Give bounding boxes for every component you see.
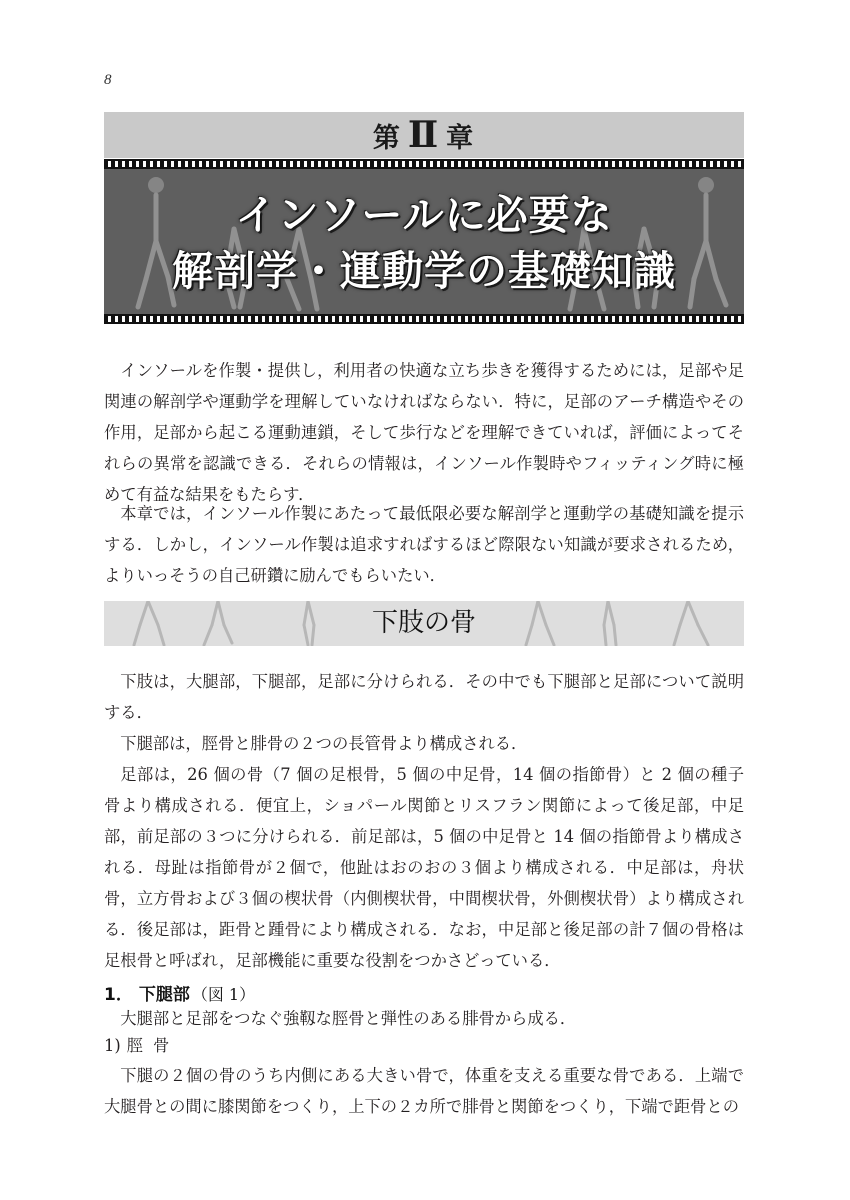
subsection-number: 1． <box>104 985 133 1005</box>
body-paragraph: 下肢は，大腿部，下腿部，足部に分けられる．その中でも下腿部と足部について説明する． <box>104 672 744 722</box>
section-title: 下肢の骨 <box>371 608 476 638</box>
chapter-label <box>104 112 744 158</box>
chapter-label-suffix: 章 <box>446 122 476 154</box>
chapter-header <box>104 112 744 324</box>
page-number: 8 <box>104 72 112 88</box>
item-heading <box>104 1033 179 1059</box>
body-paragraph: 下腿部は，脛骨と腓骨の２つの長管骨より構成される． <box>120 734 528 753</box>
item-paragraph: 下腿の２個の骨のうち内側にある大きい骨で，体重を支える重要な骨である．上端で大腿骨との間に膝関節をつくり，上下の２カ所で腓骨と関節をつくり，下端で距骨との <box>104 1066 744 1116</box>
chapter-number: Ⅱ <box>407 114 441 156</box>
chapter-title-band <box>104 169 744 314</box>
item-number: 1) <box>104 1036 121 1055</box>
item-title: 脛骨 <box>126 1036 180 1055</box>
chapter-title <box>104 187 744 299</box>
intro-paragraph: インソールを作製・提供し，利用者の快適な立ち歩きを獲得するためには，足部や足関連の解剖学や運動学を理解していなければならない．特に，足部のアーチ構造やその作用，足部から起こる運動連鎖，そして歩行などを理解できていれば，評価によってそれらの異常を認識できる．それらの情報は，インソール作製時やフィッティング時に極めて有益な結果をもたらす． <box>104 361 744 504</box>
subsection-lead: 大腿部と足部をつなぐ強靱な脛骨と弾性のある腓骨から成る． <box>120 1009 577 1028</box>
chapter-label-prefix: 第 <box>372 122 402 154</box>
chapter-title-line-2: 解剖学・運動学の基礎知識 <box>172 247 676 295</box>
chapter-title-line-1: インソールに必要な <box>235 191 613 239</box>
section-header <box>104 601 744 646</box>
film-strip-top <box>104 159 744 169</box>
intro-paragraph: 本章では，インソール作製にあたって最低限必要な解剖学と運動学の基礎知識を提示する．しかし，インソール作製は追求すればするほど際限ない知識が要求されるため，よりいっそうの自己研鑽に励んでもらいたい． <box>104 504 744 585</box>
body-paragraph: 足部は，26 個の骨（7 個の足根骨，5 個の中足骨，14 個の指節骨）と 2 個の種子骨より構成される．便宜上，ショパール関節とリスフラン関節によって後足部，中足部，前足部の３つに分けられる．前足部は，5 個の中足骨と 14 個の指節骨より構成される．母趾は指節骨が２個で，他趾はおのおの３個より構成される．中足部は，舟状骨，立方骨および３個の楔状骨（内側楔状骨，中間楔状骨，外側楔状骨）より構成される．後足部は，距骨と踵骨により構成される．なお，中足部と後足部の計７個の骨格は足根骨と呼ばれ，足部機能に重要な役割をつかさどっている． <box>104 765 744 970</box>
figure-reference: （図 1） <box>191 985 256 1004</box>
film-strip-bottom <box>104 314 744 324</box>
subsection-title: 下腿部 <box>138 985 190 1005</box>
